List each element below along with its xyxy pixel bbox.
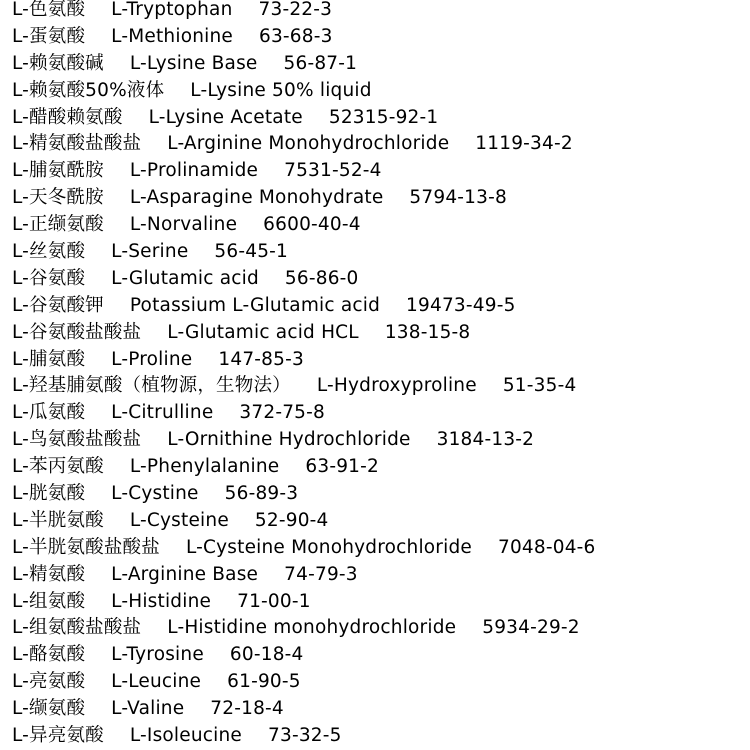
english-name: L-Isoleucine xyxy=(129,725,242,747)
chinese-name: L-半胱氨酸盐酸盐 xyxy=(12,536,160,558)
cas-number: 72-18-4 xyxy=(210,698,284,720)
list-item xyxy=(12,481,596,508)
cas-number: 56-87-1 xyxy=(283,52,358,74)
list-item xyxy=(12,212,596,239)
list-item xyxy=(12,0,596,24)
chinese-name: L-天冬酰胺 xyxy=(12,187,104,209)
english-name: L-Lysine 50% liquid xyxy=(190,79,372,101)
cas-number: 74-79-3 xyxy=(284,563,358,585)
cas-number: 73-22-3 xyxy=(258,0,333,20)
english-name: L-Glutamic acid xyxy=(111,267,259,289)
english-name: L-Phenylalanine xyxy=(129,456,280,478)
english-name: L-Ornithine Hydrochloride xyxy=(167,429,411,451)
cas-number: 56-86-0 xyxy=(284,267,359,289)
list-item xyxy=(12,51,596,78)
list-item xyxy=(12,427,596,454)
list-item xyxy=(12,373,596,400)
chinese-name: L-色氨酸 xyxy=(12,0,86,20)
list-item xyxy=(12,508,596,535)
chinese-name: L-谷氨酸 xyxy=(12,267,86,289)
english-name: L-Tryptophan xyxy=(111,0,233,20)
cas-number: 372-75-8 xyxy=(239,402,325,424)
cas-number: 7531-52-4 xyxy=(284,160,382,182)
english-name: L-Arginine Monohydrochloride xyxy=(167,133,450,155)
cas-number: 63-68-3 xyxy=(258,25,333,47)
english-name: L-Leucine xyxy=(111,671,202,693)
english-name: L-Asparagine Monohydrate xyxy=(129,187,384,209)
chinese-name: L-半胱氨酸 xyxy=(12,509,104,531)
list-item xyxy=(12,615,596,642)
english-name: L-Cysteine Monohydrochloride xyxy=(185,536,472,558)
list-item xyxy=(12,589,596,616)
english-name: L-Serine xyxy=(111,241,189,263)
cas-number: 1119-34-2 xyxy=(475,133,573,155)
chinese-name: L-谷氨酸盐酸盐 xyxy=(12,321,142,343)
english-name: L-Methionine xyxy=(111,25,233,47)
chinese-name: L-羟基脯氨酸（植物源，生物法） xyxy=(12,375,291,397)
list-item xyxy=(12,105,596,132)
chinese-name: L-鸟氨酸盐酸盐 xyxy=(12,429,142,451)
chinese-name: L-脯氨酰胺 xyxy=(12,160,104,182)
english-name: L-Norvaline xyxy=(129,214,238,236)
cas-number: 61-90-5 xyxy=(227,671,301,693)
english-name: L-Valine xyxy=(111,698,185,720)
cas-number: 52315-92-1 xyxy=(328,106,439,128)
chinese-name: L-苯丙氨酸 xyxy=(12,456,104,478)
list-item xyxy=(12,400,596,427)
chinese-name: L-赖氨酸50%液体 xyxy=(12,79,165,101)
cas-number: 147-85-3 xyxy=(218,348,304,370)
chinese-name: L-组氨酸 xyxy=(12,590,86,612)
english-name: L-Proline xyxy=(111,348,193,370)
english-name: L-Cystine xyxy=(111,483,199,505)
list-item xyxy=(12,185,596,212)
chinese-name: L-正缬氨酸 xyxy=(12,214,104,236)
chinese-name: L-赖氨酸碱 xyxy=(12,52,104,74)
list-item xyxy=(12,320,596,347)
list-item xyxy=(12,239,596,266)
chinese-name: L-异亮氨酸 xyxy=(12,725,104,747)
english-name: L-Citrulline xyxy=(111,402,214,424)
list-item xyxy=(12,266,596,293)
list-item xyxy=(12,642,596,669)
english-name: L-Lysine Acetate xyxy=(148,106,303,128)
english-name: L-Lysine Base xyxy=(129,52,258,74)
cas-number: 6600-40-4 xyxy=(263,214,361,236)
list-item xyxy=(12,131,596,158)
cas-number: 5794-13-8 xyxy=(409,187,507,209)
list-item xyxy=(12,562,596,589)
cas-number: 19473-49-5 xyxy=(406,294,516,316)
list-item xyxy=(12,78,596,105)
chinese-name: L-精氨酸 xyxy=(12,563,86,585)
list-item xyxy=(12,24,596,51)
cas-number: 52-90-4 xyxy=(254,509,329,531)
cas-number: 60-18-4 xyxy=(229,644,304,666)
cas-number: 56-89-3 xyxy=(224,483,299,505)
chinese-name: L-酪氨酸 xyxy=(12,644,86,666)
chinese-name: L-醋酸赖氨酸 xyxy=(12,106,123,128)
english-name: L-Histidine monohydrochloride xyxy=(167,617,457,639)
list-item xyxy=(12,669,596,696)
chinese-name: L-亮氨酸 xyxy=(12,671,86,693)
list-item xyxy=(12,293,596,320)
english-name: Potassium L-Glutamic acid xyxy=(129,294,381,316)
english-name: L-Tyrosine xyxy=(111,644,204,666)
chinese-name: L-蛋氨酸 xyxy=(12,25,86,47)
list-item xyxy=(12,347,596,374)
chinese-name: L-组氨酸盐酸盐 xyxy=(12,617,142,639)
chinese-name: L-胱氨酸 xyxy=(12,483,86,505)
cas-number: 7048-04-6 xyxy=(497,536,596,558)
list-item xyxy=(12,454,596,481)
chinese-name: L-丝氨酸 xyxy=(12,241,86,263)
chinese-name: L-脯氨酸 xyxy=(12,348,86,370)
cas-number: 5934-29-2 xyxy=(482,617,580,639)
english-name: L-Histidine xyxy=(111,590,212,612)
list-item xyxy=(12,535,596,562)
english-name: L-Hydroxyproline xyxy=(316,375,477,397)
amino-acid-list xyxy=(12,0,596,750)
english-name: L-Arginine Base xyxy=(111,563,259,585)
cas-number: 63-91-2 xyxy=(305,456,379,478)
list-item xyxy=(12,158,596,185)
cas-number: 71-00-1 xyxy=(237,590,311,612)
list-item xyxy=(12,723,596,750)
chinese-name: L-缬氨酸 xyxy=(12,698,86,720)
cas-number: 56-45-1 xyxy=(214,241,289,263)
cas-number: 138-15-8 xyxy=(384,321,471,343)
english-name: L-Glutamic acid HCL xyxy=(167,321,359,343)
chinese-name: L-精氨酸盐酸盐 xyxy=(12,133,142,155)
english-name: L-Cysteine xyxy=(129,509,229,531)
chinese-name: L-谷氨酸钾 xyxy=(12,294,104,316)
cas-number: 73-32-5 xyxy=(268,725,342,747)
cas-number: 3184-13-2 xyxy=(436,429,535,451)
cas-number: 51-35-4 xyxy=(502,375,577,397)
english-name: L-Prolinamide xyxy=(129,160,259,182)
chinese-name: L-瓜氨酸 xyxy=(12,402,86,424)
list-item xyxy=(12,696,596,723)
